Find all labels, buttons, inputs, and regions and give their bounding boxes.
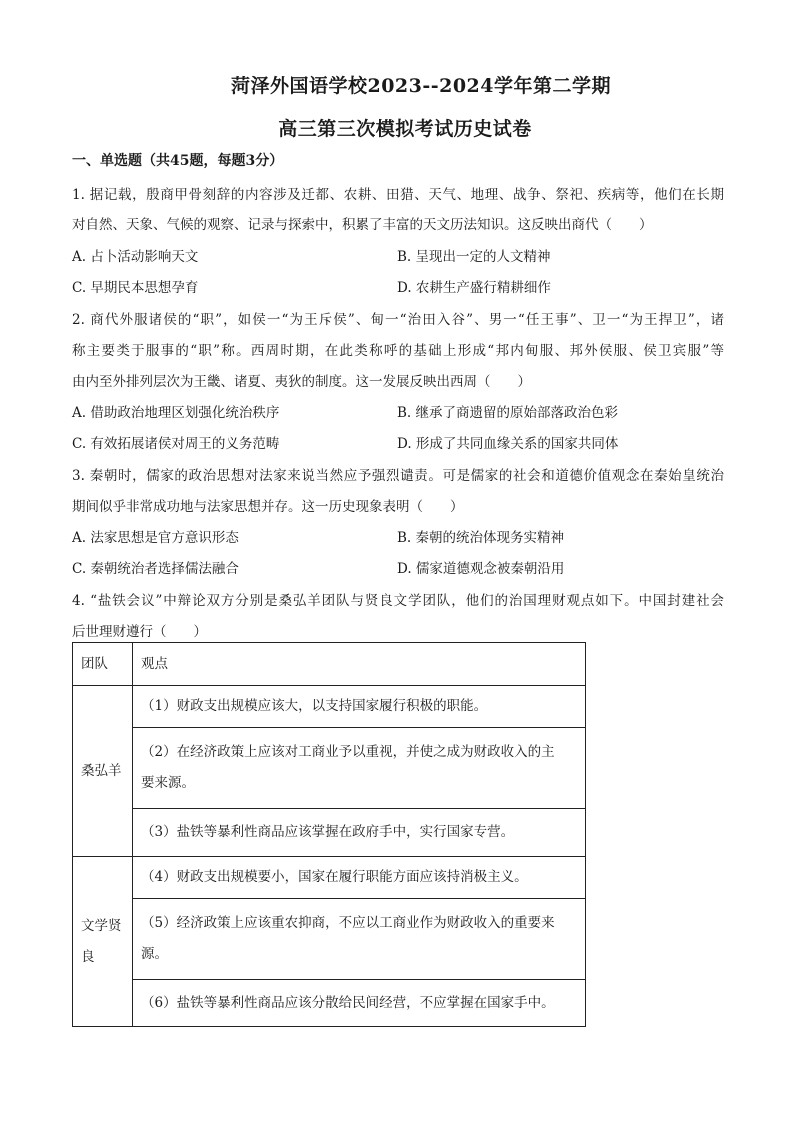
question-2-option-b: B. 继承了商遗留的原始部落政治色彩 (397, 405, 619, 421)
question-1-option-d: D. 农耕生产盛行精耕细作 (397, 280, 551, 296)
question-3-option-d: D. 儒家道德观念被秦朝沿用 (397, 561, 565, 577)
view-text: （5）经济政策上应该重农抑商，不应以工商业作为财政收入的重要来 (141, 915, 555, 931)
team-label: 文学贤 (81, 917, 122, 934)
view-text: 要来源。 (141, 775, 195, 791)
view-cell (133, 686, 586, 728)
question-3-option-c: C. 秦朝统治者选择儒法融合 (72, 561, 239, 577)
view-text: （2）在经济政策上应该对工商业予以重视，并使之成为财政收入的主 (141, 744, 555, 760)
view-cell (133, 809, 586, 857)
question-4-line-1: 4. “盐铁会议”中辩论双方分别是桑弘羊团队与贤良文学团队，他们的治国理财观点如下。中国封建社会 (72, 593, 724, 609)
table-row (73, 809, 586, 857)
question-2-line-1: 2. 商代外服诸侯的“职”，如侯一“为王斥侯”、甸一“治田入谷”、男一“任王事”、卫一“为王捍卫”，诸 (72, 312, 724, 328)
header-view: 观点 (133, 643, 586, 686)
view-cell (133, 980, 586, 1027)
view-text: （6）盐铁等暴利性商品应该分散给民间经营，不应掌握在国家手中。 (141, 994, 555, 1011)
question-1-option-a: A. 占卜活动影响天文 (72, 249, 199, 265)
view-text: （4）财政支出规模要小，国家在履行职能方面应该持消极主义。 (141, 869, 528, 885)
section-heading: 一、单选题（共45题，每题3分） (72, 153, 284, 169)
exam-title-line1: 菏泽外国语学校2023--2024学年第二学期 (230, 75, 612, 97)
view-text: 源。 (141, 946, 168, 962)
table-row (73, 899, 586, 980)
team-cell-wenxue-xianliang (73, 857, 133, 1027)
question-1-option-b: B. 呈现出一定的人文精神 (397, 249, 551, 265)
view-text: （1）财政支出规模应该大，以支持国家履行积极的职能。 (141, 698, 488, 714)
question-2-option-c: C. 有效拓展诸侯对周王的义务范畴 (72, 436, 280, 452)
question-3-line-2: 期间似乎非常成功地与法家思想并存。这一历史现象表明（ ） (72, 499, 464, 515)
question-2-line-2: 称主要类于服事的“职”称。西周时期，在此类称呼的基础上形成“邦内甸服、邦外侯服、侯卫宾服”等 (72, 343, 724, 359)
table-row (73, 857, 586, 899)
question-4-line-2: 后世理财遵行（ ） (72, 624, 207, 640)
view-text: （3）盐铁等暴利性商品应该掌握在政府手中，实行国家专营。 (141, 824, 515, 840)
team-label: 良 (81, 948, 95, 965)
view-cell (133, 899, 586, 980)
question-2-option-d: D. 形成了共同血缘关系的国家共同体 (397, 436, 619, 452)
team-cell-sanghongyang (73, 686, 133, 857)
exam-title-line2: 高三第三次模拟考试历史试卷 (278, 118, 532, 140)
question-2-line-3: 由内至外排列层次为王畿、诸夏、夷狄的制度。这一发展反映出西周（ ） (72, 374, 531, 390)
question-1-line-2: 对自然、天象、气候的观察、记录与探索中，积累了丰富的天文历法知识。这反映出商代（ ） (72, 217, 653, 233)
question-1-option-c: C. 早期民本思想孕育 (72, 280, 199, 296)
table-header-row (73, 643, 586, 686)
table-row (73, 728, 586, 809)
question-3-option-b: B. 秦朝的统治体现务实精神 (397, 530, 565, 546)
question-3-option-a: A. 法家思想是官方意识形态 (72, 530, 239, 546)
view-cell (133, 857, 586, 899)
view-cell (133, 728, 586, 809)
question-1-line-1: 1. 据记载，殷商甲骨刻辞的内容涉及迁都、农耕、田猎、天气、地理、战争、祭祀、疾病等，他们在长期 (72, 187, 724, 203)
header-team: 团队 (73, 643, 133, 686)
viewpoint-table (72, 642, 586, 1027)
table-row (73, 686, 586, 728)
question-3-line-1: 3. 秦朝时，儒家的政治思想对法家来说当然应予强烈谴责。可是儒家的社会和道德价值观念在秦始皇统治 (72, 468, 724, 484)
team-label: 桑弘羊 (81, 762, 122, 779)
question-2-option-a: A. 借助政治地理区划强化统治秩序 (72, 405, 280, 421)
table-row (73, 980, 586, 1027)
